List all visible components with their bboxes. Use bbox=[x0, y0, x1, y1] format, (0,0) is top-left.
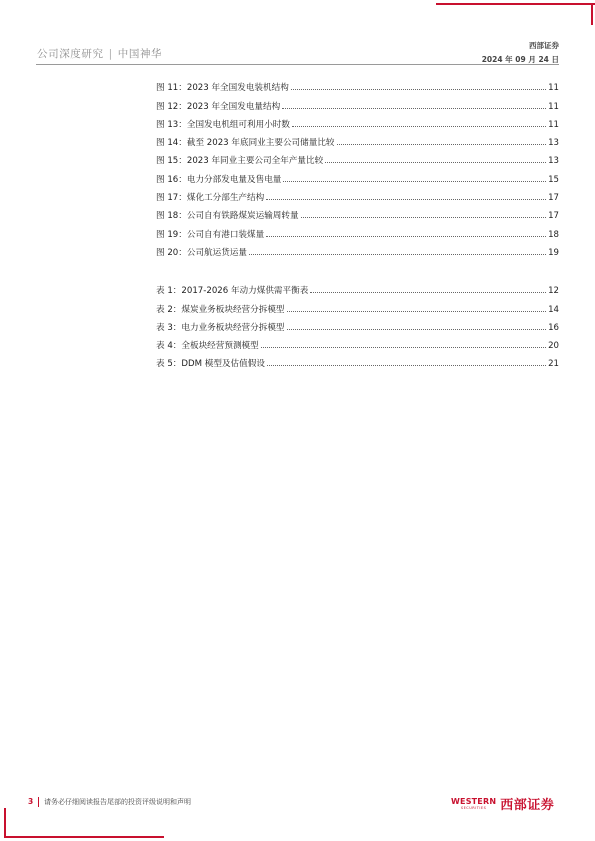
figure-list bbox=[156, 75, 559, 258]
header-divider bbox=[36, 64, 559, 65]
toc-entry-page: 18 bbox=[548, 229, 559, 240]
toc-entry-page: 13 bbox=[548, 138, 559, 149]
toc-entry-label: 表 3：电力业务板块经营分拆模型 bbox=[156, 322, 285, 333]
toc-entry-label: 图 17：煤化工分部生产结构 bbox=[156, 193, 265, 204]
toc-entry[interactable] bbox=[156, 351, 559, 369]
footer-disclaimer: 请务必仔细阅读报告尾部的投资评级说明和声明 bbox=[44, 798, 191, 806]
toc-entry-page: 20 bbox=[548, 341, 559, 352]
toc-entry-page: 17 bbox=[548, 211, 559, 222]
toc-entry-page: 19 bbox=[548, 247, 559, 258]
corner-accent-top-vertical bbox=[591, 3, 593, 25]
toc-entry-label: 图 15：2023 年同业主要公司全年产量比较 bbox=[156, 156, 324, 167]
toc-entry-label: 图 16：电力分部发电量及售电量 bbox=[156, 174, 282, 185]
toc-entry-label: 表 4：全板块经营预测模型 bbox=[156, 341, 259, 352]
toc-leader-dots bbox=[301, 217, 546, 218]
report-type-header bbox=[37, 46, 162, 61]
toc-entry-page: 21 bbox=[548, 359, 559, 370]
toc-entry-label: 图 13：全国发电机组可利用小时数 bbox=[156, 119, 290, 130]
toc-leader-dots bbox=[291, 89, 546, 90]
toc-leader-dots bbox=[287, 329, 547, 330]
broker-logo bbox=[451, 794, 554, 813]
corner-accent-bottom-vertical bbox=[4, 808, 6, 838]
logo-english bbox=[451, 797, 496, 811]
toc-entry[interactable] bbox=[156, 333, 559, 351]
toc-entry-page: 15 bbox=[548, 174, 559, 185]
toc-leader-dots bbox=[292, 126, 546, 127]
logo-chinese: 西部证券 bbox=[500, 798, 555, 813]
toc-leader-dots bbox=[287, 311, 547, 312]
toc-entry[interactable] bbox=[156, 221, 559, 239]
toc-entry-page: 14 bbox=[548, 304, 559, 315]
table-list bbox=[156, 278, 559, 369]
broker-name: 西部证券 bbox=[529, 41, 559, 50]
toc-entry[interactable] bbox=[156, 112, 559, 130]
toc-entry-label: 图 14：截至 2023 年底同业主要公司储量比较 bbox=[156, 138, 335, 149]
toc-entry[interactable] bbox=[156, 315, 559, 333]
toc-leader-dots bbox=[266, 236, 546, 237]
toc-entry-page: 12 bbox=[548, 286, 559, 297]
toc-entry-label: 表 1：2017-2026 年动力煤供需平衡表 bbox=[156, 286, 309, 297]
toc-leader-dots bbox=[266, 199, 546, 200]
toc-entry-page: 16 bbox=[548, 322, 559, 333]
toc-entry-label: 图 18：公司自有铁路煤炭运输周转量 bbox=[156, 211, 299, 222]
toc-entry-page: 11 bbox=[548, 119, 559, 130]
toc-leader-dots bbox=[249, 254, 546, 255]
toc-entry-label: 表 2：煤炭业务板块经营分拆模型 bbox=[156, 304, 285, 315]
toc-entry-page: 17 bbox=[548, 193, 559, 204]
header-separator: | bbox=[108, 48, 113, 60]
toc-entry-label: 图 11：2023 年全国发电装机结构 bbox=[156, 83, 289, 94]
toc-entry[interactable] bbox=[156, 185, 559, 203]
logo-english-main: WESTERN bbox=[451, 796, 497, 806]
toc-leader-dots bbox=[267, 365, 546, 366]
toc-entry[interactable] bbox=[156, 240, 559, 258]
toc-entry-page: 11 bbox=[548, 101, 559, 112]
logo-english-sub: SECURITIES bbox=[460, 805, 487, 810]
toc-leader-dots bbox=[282, 108, 546, 109]
toc-entry-label: 图 19：公司自有港口装煤量 bbox=[156, 229, 265, 240]
toc-leader-dots bbox=[337, 144, 547, 145]
toc-entry[interactable] bbox=[156, 203, 559, 221]
page-number: 3 bbox=[28, 797, 34, 806]
toc-leader-dots bbox=[310, 292, 546, 293]
report-section: 公司深度研究 bbox=[37, 48, 104, 60]
toc-entry[interactable] bbox=[156, 278, 559, 296]
toc-entry-page: 13 bbox=[548, 156, 559, 167]
toc-entry[interactable] bbox=[156, 166, 559, 184]
toc-entry[interactable] bbox=[156, 93, 559, 111]
toc-entry-label: 图 20：公司航运货运量 bbox=[156, 247, 248, 258]
toc-leader-dots bbox=[261, 347, 546, 348]
toc-entry[interactable] bbox=[156, 296, 559, 314]
corner-accent-top bbox=[436, 3, 595, 5]
toc-entry[interactable] bbox=[156, 148, 559, 166]
corner-accent-bottom bbox=[4, 836, 164, 838]
broker-header bbox=[482, 40, 559, 65]
toc-entry[interactable] bbox=[156, 130, 559, 148]
toc-entry-page: 11 bbox=[548, 83, 559, 94]
toc-leader-dots bbox=[283, 181, 546, 182]
toc-entry-label: 表 5：DDM 模型及估值假设 bbox=[156, 359, 265, 370]
toc-entry-label: 图 12：2023 年全国发电量结构 bbox=[156, 101, 281, 112]
toc-entry[interactable] bbox=[156, 75, 559, 93]
company-name: 中国神华 bbox=[117, 48, 163, 60]
toc-leader-dots bbox=[325, 162, 546, 163]
report-date: 2024 年 09 月 24 日 bbox=[481, 55, 559, 64]
footer-separator bbox=[38, 797, 39, 807]
